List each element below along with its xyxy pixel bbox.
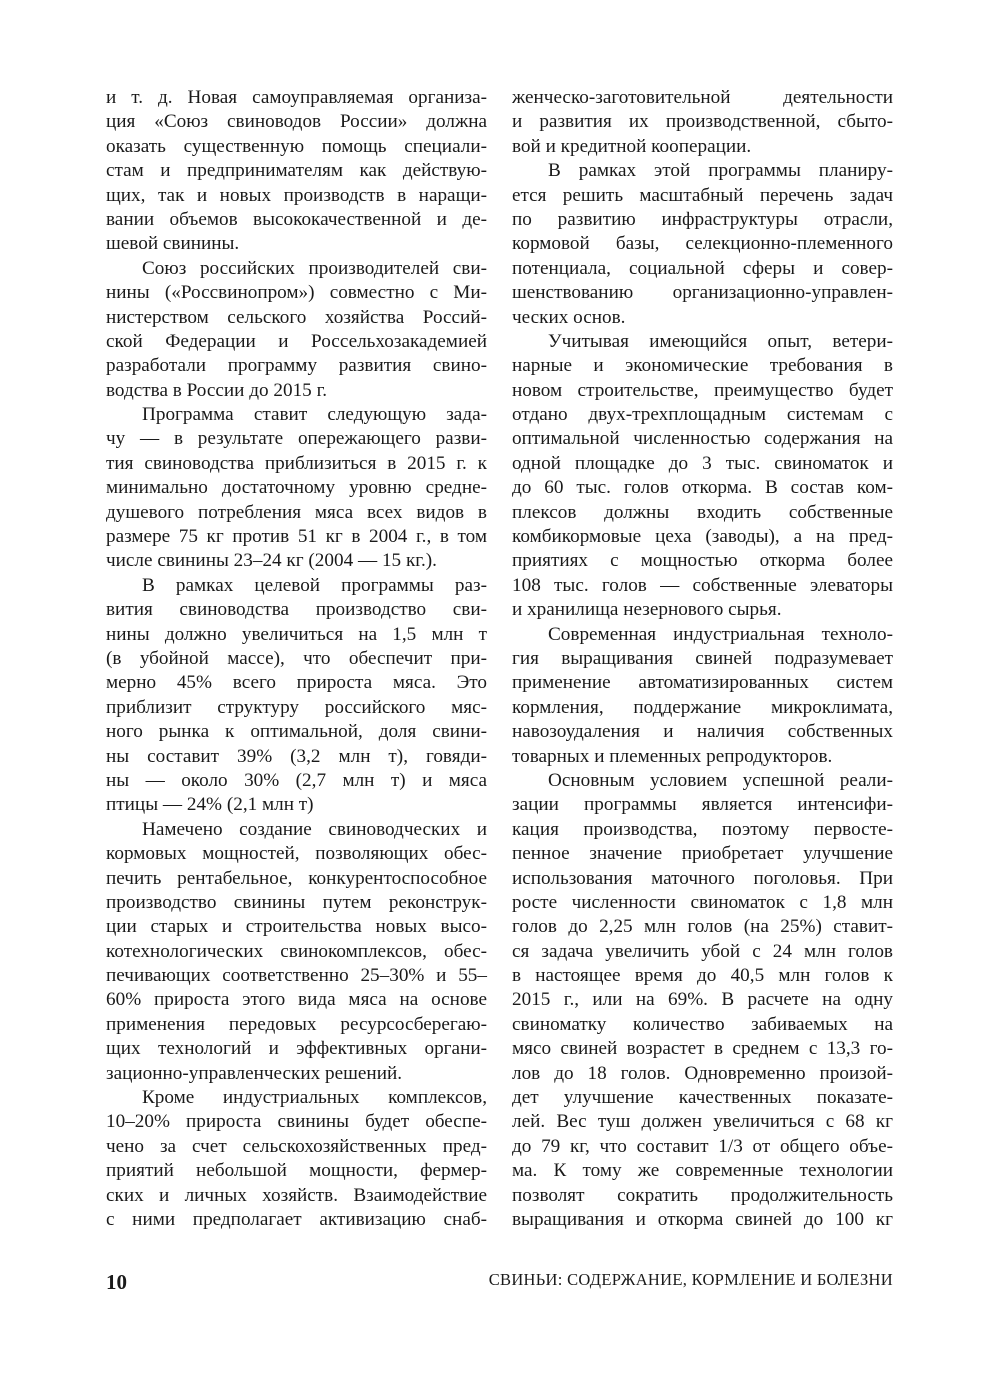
text-line: В рамках этой программы планиру- [548, 160, 893, 182]
text-line: Программа ставит следующую зада- [142, 404, 487, 426]
text-line: плексов должны входить собственные [512, 501, 893, 523]
text-line: потенциала, социальной сферы и совер- [512, 257, 893, 279]
text-line: ма. К тому же современные технологии [512, 1160, 893, 1182]
text-line: щих технологий и эффективных органи- [106, 1038, 487, 1060]
text-line: приятий небольшой мощности, фермер- [106, 1160, 487, 1182]
paragraph [106, 1086, 487, 1232]
text-line: разработали программу развития свино- [106, 355, 487, 377]
text-line: Современная индустриальная техноло- [548, 623, 893, 645]
text-line: одной площадке до 3 тыс. свиноматок и [512, 452, 893, 474]
text-line: нистерством сельского хозяйства Россий- [106, 306, 487, 328]
text-line: и т. д. Новая самоуправляемая организа- [106, 87, 487, 108]
text-line: минимально достаточному уровню средне- [106, 477, 487, 499]
text-line: лей. Вес туш должен увеличиться с 68 кг [512, 1111, 893, 1133]
text-line: тия свиноводства приблизиться в 2015 г. к [106, 452, 487, 474]
paragraph [512, 330, 893, 623]
text-line: с ними предполагает активизацию снаб- [106, 1208, 487, 1230]
text-line: шенствованию организационно-управлен- [512, 282, 893, 304]
text-line: до 79 кг, что составит 1/3 от общего объе- [512, 1135, 893, 1157]
page-number: 10 [106, 1270, 127, 1294]
text-line: и хранилища незернового сырья. [512, 599, 782, 621]
text-line: чено за счет сельскохозяйственных пред- [106, 1135, 487, 1157]
text-line: ного рынка к оптимальной, доля свини- [106, 721, 487, 743]
running-title: СВИНЬИ: СОДЕРЖАНИЕ, КОРМЛЕНИЕ И БОЛЕЗНИ [488, 1270, 893, 1289]
text-line: кормовой базы, селекционно-племенного [512, 233, 893, 255]
text-line: Учитывая имеющийся опыт, ветери- [548, 330, 893, 352]
paragraph [512, 86, 893, 159]
text-line: В рамках целевой программы раз- [142, 574, 487, 596]
text-line: до 60 тыс. голов откорма. В состав ком- [512, 477, 893, 499]
text-line: по развитию инфраструктуры отрасли, [512, 208, 893, 230]
text-line: товарных и племенных репродукторов. [512, 745, 833, 767]
paragraph [512, 769, 893, 1232]
text-line: нарные и экономические требования в [512, 355, 893, 377]
text-line: щих, так и новых производств в наращи- [106, 184, 487, 206]
text-line: Союз российских производителей сви- [142, 257, 487, 279]
text-line: котехнологических свинокомплексов, обес- [106, 940, 487, 962]
text-line: печивающих соответственно 25–30% и 55– [106, 965, 487, 987]
text-line: новом строительстве, преимущество будет [512, 379, 893, 401]
text-line: в настоящее время до 40,5 млн голов к [512, 965, 893, 987]
paragraph [512, 159, 893, 330]
paragraph [512, 623, 893, 769]
text-line: птицы — 24% (2,1 млн т) [106, 794, 314, 816]
text-line: Кроме индустриальных комплексов, [142, 1087, 487, 1109]
text-line: 10–20% прироста свинины будет обеспе- [106, 1111, 487, 1133]
text-line: Намечено создание свиноводческих и [142, 818, 487, 840]
text-line: использования маточного поголовья. При [512, 867, 893, 889]
left-column [106, 86, 487, 1232]
text-line: нины («Россвинопром») совместно с Ми- [106, 282, 487, 304]
text-line: производство свинины путем реконструк- [106, 891, 487, 913]
text-line: зационно-управленческих решений. [106, 1062, 403, 1084]
text-line: ны составит 39% (3,2 млн т), говяди- [106, 745, 487, 767]
text-line: выращивания и откорма свиней до 100 кг [512, 1208, 893, 1230]
text-line: ции старых и строительства новых высо- [106, 916, 487, 938]
text-line: водства в России до 2015 г. [106, 379, 328, 401]
text-line: кормления, поддержание микроклимата, [512, 696, 893, 718]
text-line: росте численности свиноматок с 1,8 млн [512, 891, 893, 913]
text-line: отдано двух-трехплощадным системам с [512, 404, 893, 426]
text-line: ция «Союз свиноводов России» должна [106, 111, 487, 133]
text-line: применение автоматизированных систем [512, 672, 893, 694]
text-line: зации программы является интенсифи- [512, 794, 893, 816]
paragraph [106, 257, 487, 403]
text-line: ны — около 30% (2,7 млн т) и мяса [106, 769, 487, 791]
paragraph [106, 403, 487, 574]
text-line: ется решить масштабный перечень задач [512, 184, 893, 206]
text-line: шевой свинины. [106, 233, 240, 255]
text-line: вития свиноводства производство сви- [106, 599, 487, 621]
text-line: оптимальной численностью содержания на [512, 428, 893, 450]
text-line: душевого потребления мяса всех видов в [106, 501, 487, 523]
text-line: стам и предпринимателям как действую- [106, 160, 487, 182]
text-line: 2015 г., или на 69%. В расчете на одну [512, 989, 893, 1011]
text-line: и развития их производственной, сбыто- [512, 111, 893, 133]
text-line: мерно 45% всего прироста мяса. Это [106, 672, 487, 694]
text-line: 108 тыс. голов — собственные элеваторы [512, 574, 893, 596]
text-line: применения передовых ресурсосберегаю- [106, 1013, 487, 1035]
text-line: числе свинины 23–24 кг (2004 — 15 кг.). [106, 550, 437, 572]
text-line: гия выращивания свиней подразумевает [512, 647, 893, 669]
text-line: Основным условием успешной реали- [548, 769, 893, 791]
text-line: кормовых мощностей, позволяющих обес- [106, 843, 487, 865]
text-line: лов до 18 голов. Одновременно произой- [512, 1062, 893, 1084]
text-line: свиноматку количество забиваемых на [512, 1013, 893, 1035]
text-line: кация производства, поэтому первосте- [512, 818, 893, 840]
text-line: оказать существенную помощь специали- [106, 135, 487, 157]
text-line: ся задача увеличить убой с 24 млн голов [512, 940, 893, 962]
text-line: голов до 2,25 млн голов (на 25%) ставит- [512, 916, 893, 938]
text-line: 60% прироста этого вида мяса на основе [106, 989, 487, 1011]
text-line: вой и кредитной кооперации. [512, 135, 752, 157]
text-line: мясо свиней возрастет в среднем с 13,3 го- [512, 1038, 893, 1060]
text-line: (в убойной массе), что обеспечит при- [106, 647, 487, 669]
text-line: печить рентабельное, конкурентоспособное [106, 867, 487, 889]
text-line: пенное значение приобретает улучшение [512, 843, 893, 865]
text-line: ских и личных хозяйств. Взаимодействие [106, 1184, 487, 1206]
text-line: навозоудаления и наличия собственных [512, 721, 893, 743]
text-line: вании объемов высококачественной и де- [106, 208, 487, 230]
text-line: приблизит структуру российского мяс- [106, 696, 487, 718]
text-line: ской Федерации и Россельхозакадемией [106, 330, 487, 352]
text-line: позволят сократить продолжительность [512, 1184, 893, 1206]
text-line: комбикормовые цеха (заводы), а на пред- [512, 526, 893, 548]
text-line: размере 75 кг против 51 кг в 2004 г., в том [106, 526, 487, 548]
paragraph [106, 574, 487, 818]
paragraph [106, 86, 487, 257]
text-line: чу — в результате опережающего разви- [106, 428, 487, 450]
text-line: ческих основ. [512, 306, 626, 328]
paragraph [106, 818, 487, 1086]
text-line: нины должно увеличиться на 1,5 млн т [106, 623, 487, 645]
text-line: дет улучшение качественных показате- [512, 1087, 893, 1109]
text-line: приятиях с мощностью откорма более [512, 550, 893, 572]
right-column [512, 86, 893, 1232]
text-line: женческо-заготовительной деятельности [512, 87, 893, 108]
